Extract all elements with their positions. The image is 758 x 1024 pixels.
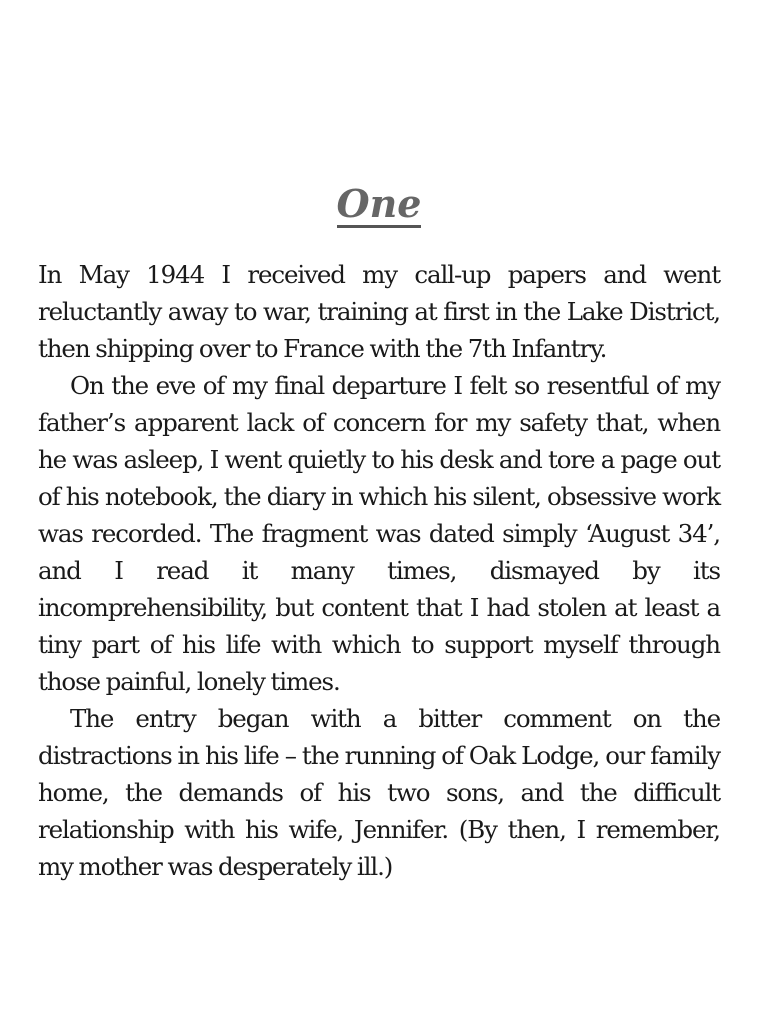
book-page: [38, 0, 720, 885]
paragraph-1: In May 1944 I received my call-up papers and went reluctantly away to war, training at first in the Lake District, then shipping over to France with the 7th Infantry.: [38, 260, 720, 363]
chapter-title-text: One: [336, 181, 422, 226]
paragraph-3: The entry began with a bitter comment on the distractions in his life – the running of Oak Lodge, our family home, the demands of his two sons, and the difficult relationship with his wife, Jennifer. (By then, I remember, my mother was desperately ill.): [38, 704, 720, 881]
chapter-body: [38, 256, 720, 885]
paragraph-2: On the eve of my final departure I felt so resentful of my father’s apparent lack of concern for my safety that, when he was asleep, I went quietly to his desk and tore a page out of his notebook, the diary in which his silent, obsessive work was recorded. The fragment was dated simply ‘August 34’, and I read it many times, dismayed by its incomprehensibility, but content that I had stolen at least a tiny part of his life with which to support myself through those painful, lonely times.: [38, 371, 720, 696]
chapter-title: [38, 0, 720, 228]
